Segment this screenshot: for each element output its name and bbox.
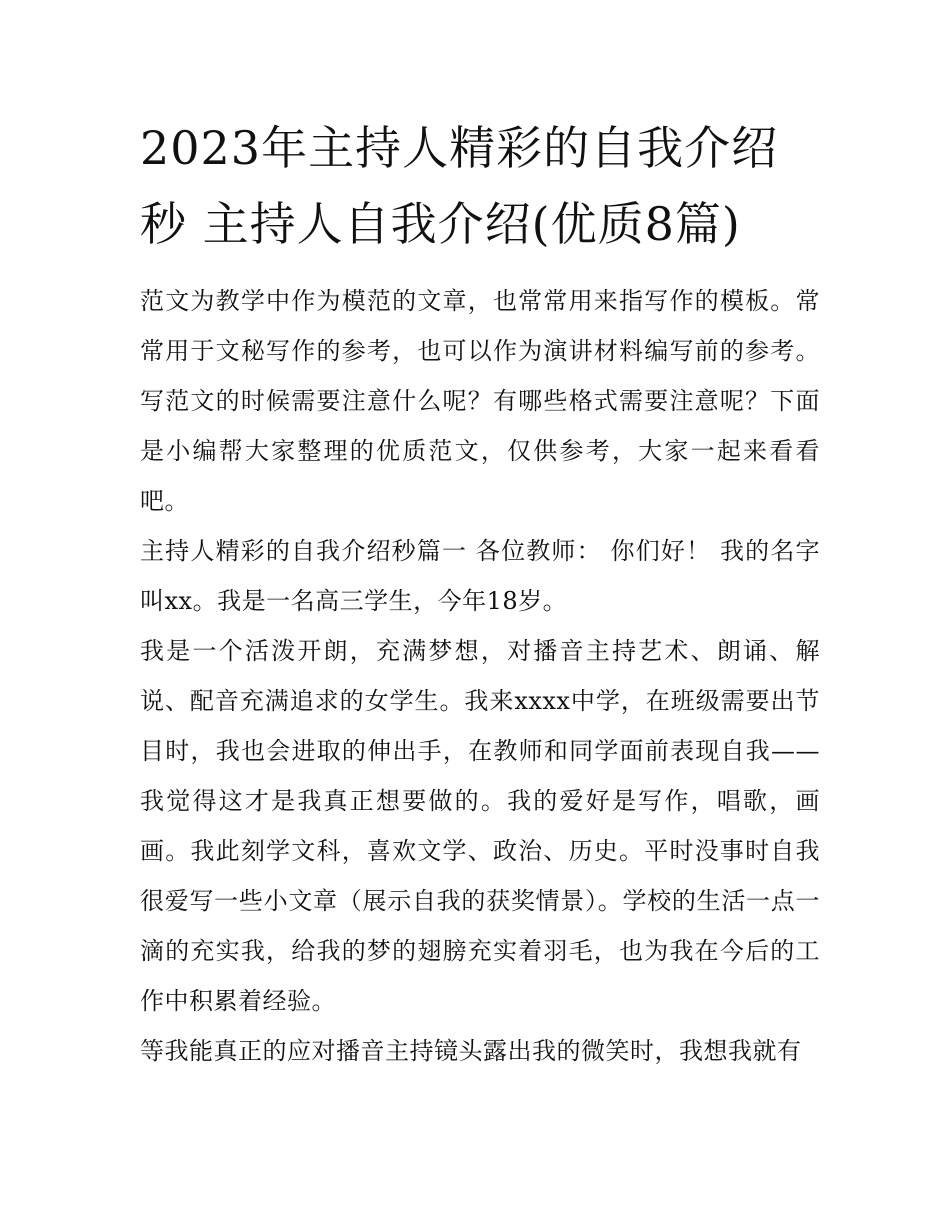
body-paragraph-2: 我是一个活泼开朗，充满梦想，对播音主持艺术、朗诵、解说、配音充满追求的女学生。我来xxxx中学，在班级需要出节目时，我也会进取的伸出手，在教师和同学面前表现自我——我觉得这才是我真正想要做的。我的爱好是写作，唱歌，画画。我此刻学文科，喜欢文学、政治、历史。平时没事时自我很爱写一些小文章（展示自我的获奖情景）。学校的生活一点一滴的充实我，给我的梦的翅膀充实着羽毛，也为我在今后的工作中积累着经验。 bbox=[140, 637, 820, 1015]
title-line-2: 秒 主持人自我介绍(优质8篇) bbox=[140, 197, 741, 251]
document-body bbox=[140, 110, 820, 1076]
document-title bbox=[140, 110, 820, 262]
title-line-1: 2023年主持人精彩的自我介绍 bbox=[140, 121, 779, 175]
body-paragraph-3: 等我能真正的应对播音主持镜头露出我的微笑时，我想我就有 bbox=[140, 1037, 802, 1065]
intro-paragraph: 范文为教学中作为模范的文章，也常常用来指写作的模板。常常用于文秘写作的参考，也可以作为演讲材料编写前的参考。写范文的时候需要注意什么呢？有哪些格式需要注意呢？下面是小编帮大家整理的优质范文，仅供参考，大家一起来看看吧。 bbox=[140, 287, 820, 515]
body-paragraph-1: 主持人精彩的自我介绍秒篇一 各位教师： 你们好！ 我的名字叫xx。我是一名高三学生，今年18岁。 bbox=[140, 537, 820, 615]
